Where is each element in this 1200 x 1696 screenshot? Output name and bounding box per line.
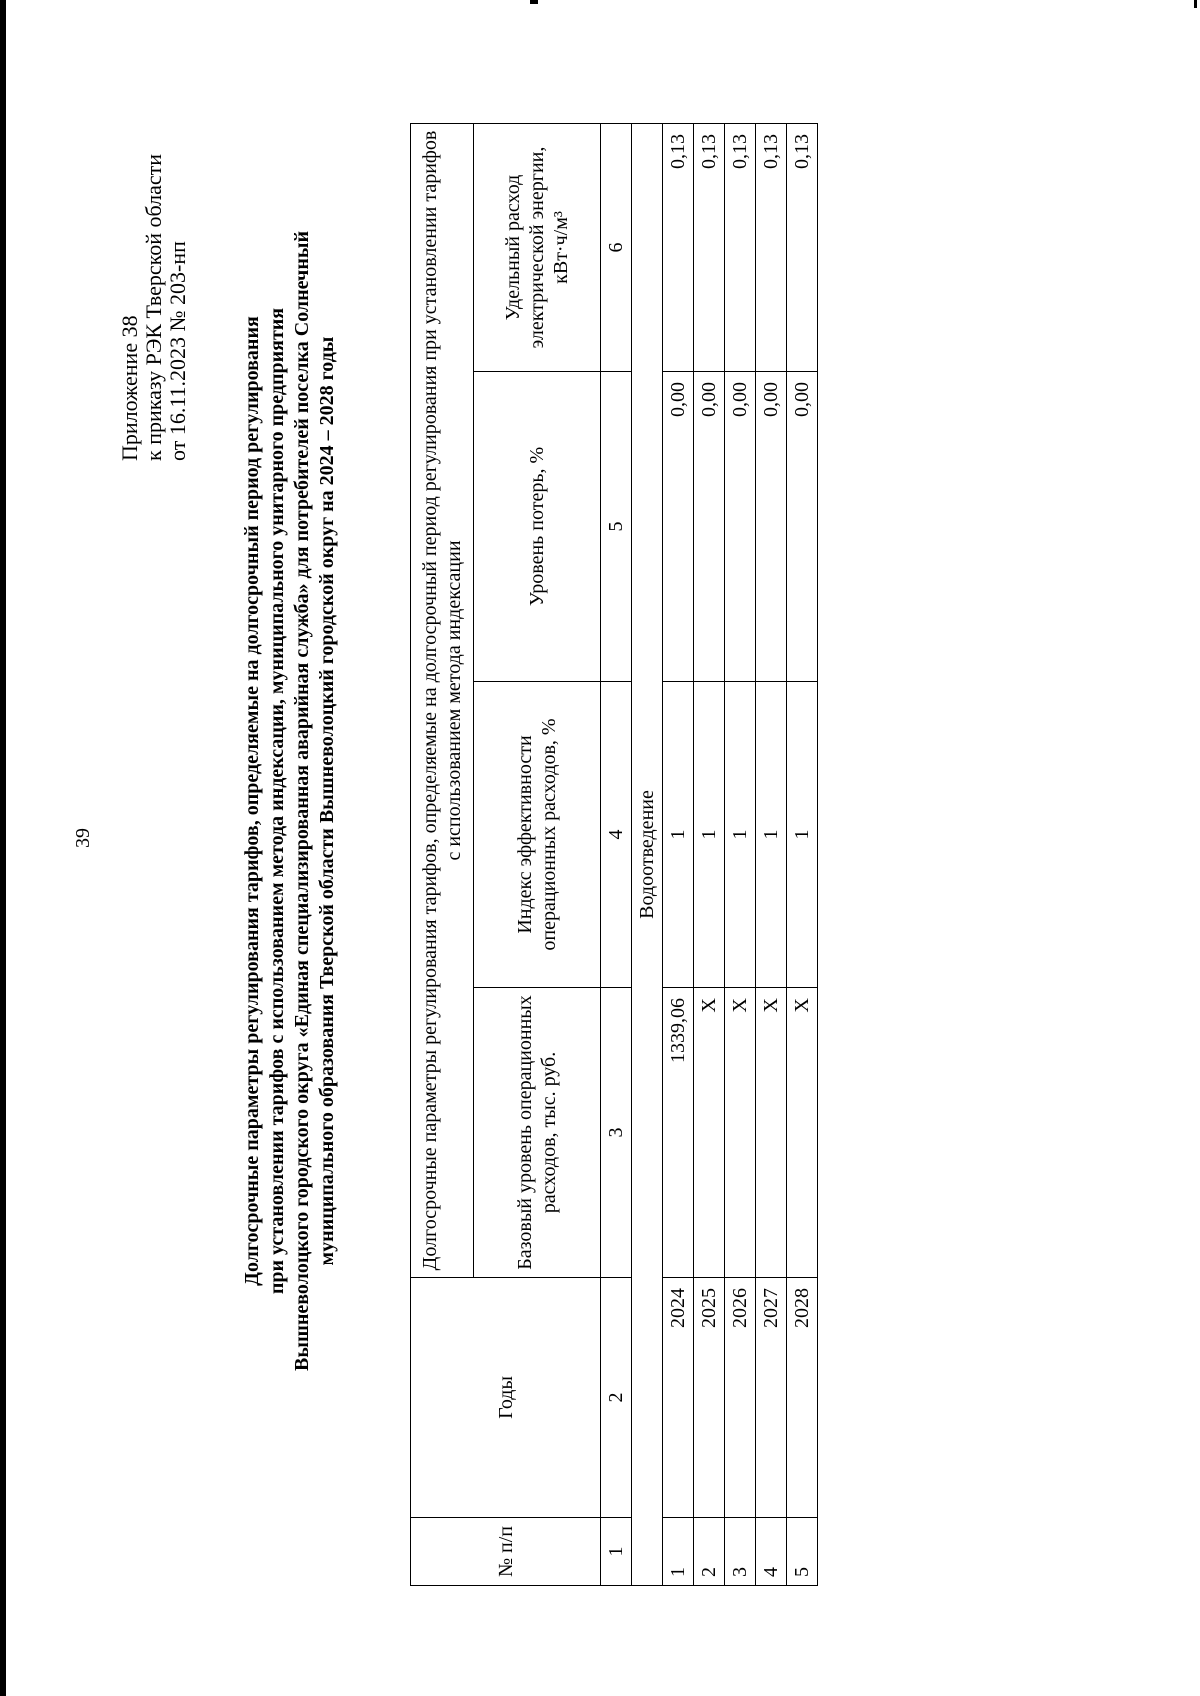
cell-base: X (756, 988, 787, 1278)
cell-spec: 0,13 (663, 123, 694, 371)
parameters-table (410, 123, 818, 1586)
header-spec: Удельный расход электрической энергии, кВт·ч/м³ (474, 123, 601, 371)
header-index: Индекс эффективности операционных расходов, % (474, 682, 601, 988)
cell-base: X (694, 988, 725, 1278)
cell-base: X (725, 988, 756, 1278)
cell-index: 1 (756, 682, 787, 988)
cell-year: 2027 (756, 1278, 787, 1518)
cell-loss: 0,00 (694, 372, 725, 682)
appendix-block (118, 61, 190, 461)
table-row (663, 123, 694, 1585)
cell-num: 5 (787, 1518, 818, 1586)
table-row (725, 123, 756, 1585)
column-index: 4 (601, 682, 632, 988)
cell-year: 2026 (725, 1278, 756, 1518)
cell-spec: 0,13 (787, 123, 818, 371)
column-index: 2 (601, 1278, 632, 1518)
section-title: Водоотведение (632, 123, 663, 1585)
header-num: № п/п (411, 1518, 601, 1586)
title-line-4: муниципального образования Тверской области Вышневолоцкий городской округ на 2024 – 2028 годы (316, 336, 338, 1266)
cell-year: 2028 (787, 1278, 818, 1518)
header-group: Долгосрочные параметры регулирования тарифов, определяемые на долгосрочный период регулирования при установлении тарифов с использованием метода индексации (411, 123, 474, 1277)
cell-index: 1 (787, 682, 818, 988)
cell-loss: 0,00 (663, 372, 694, 682)
cell-num: 2 (694, 1518, 725, 1586)
title-line-2: при установлении тарифов с использованием метода индексации, муниципального унитарного предприятия (266, 307, 288, 1295)
table-row (756, 123, 787, 1585)
cell-num: 1 (663, 1518, 694, 1586)
header-loss: Уровень потерь, % (474, 372, 601, 682)
section-row (632, 123, 663, 1585)
column-index-row (601, 123, 632, 1585)
appendix-line-3: от 16.11.2023 № 203-нп (165, 241, 190, 461)
cell-num: 4 (756, 1518, 787, 1586)
document-title (240, 206, 340, 1396)
cell-year: 2025 (694, 1278, 725, 1518)
header-base: Базовый уровень операционных расходов, тыс. руб. (474, 988, 601, 1278)
cell-spec: 0,13 (725, 123, 756, 371)
table-row (787, 123, 818, 1585)
column-index: 6 (601, 123, 632, 371)
column-index: 1 (601, 1518, 632, 1586)
cell-base: 1339,06 (663, 988, 694, 1278)
cell-loss: 0,00 (756, 372, 787, 682)
table-row (694, 123, 725, 1585)
cell-index: 1 (663, 682, 694, 988)
cell-index: 1 (725, 682, 756, 988)
cell-year: 2024 (663, 1278, 694, 1518)
appendix-line-1: Приложение 38 (117, 315, 142, 461)
cell-num: 3 (725, 1518, 756, 1586)
appendix-line-2: к приказу РЭК Тверской области (141, 153, 166, 461)
cell-loss: 0,00 (787, 372, 818, 682)
title-line-1: Долгосрочные параметры регулирования тарифов, определяемые на долгосрочный период регулирования (241, 316, 263, 1286)
column-index: 3 (601, 988, 632, 1278)
column-index: 5 (601, 372, 632, 682)
page-number: 39 (72, 828, 94, 848)
cell-loss: 0,00 (725, 372, 756, 682)
title-line-3: Вышневолоцкого городского округа «Единая специализированная аварийная служба» для потребителей поселка Солнечный (291, 231, 313, 1372)
header-year: Годы (411, 1278, 601, 1518)
cell-spec: 0,13 (756, 123, 787, 371)
table-header-row (411, 123, 474, 1585)
cell-base: X (787, 988, 818, 1278)
cell-index: 1 (694, 682, 725, 988)
cell-spec: 0,13 (694, 123, 725, 371)
